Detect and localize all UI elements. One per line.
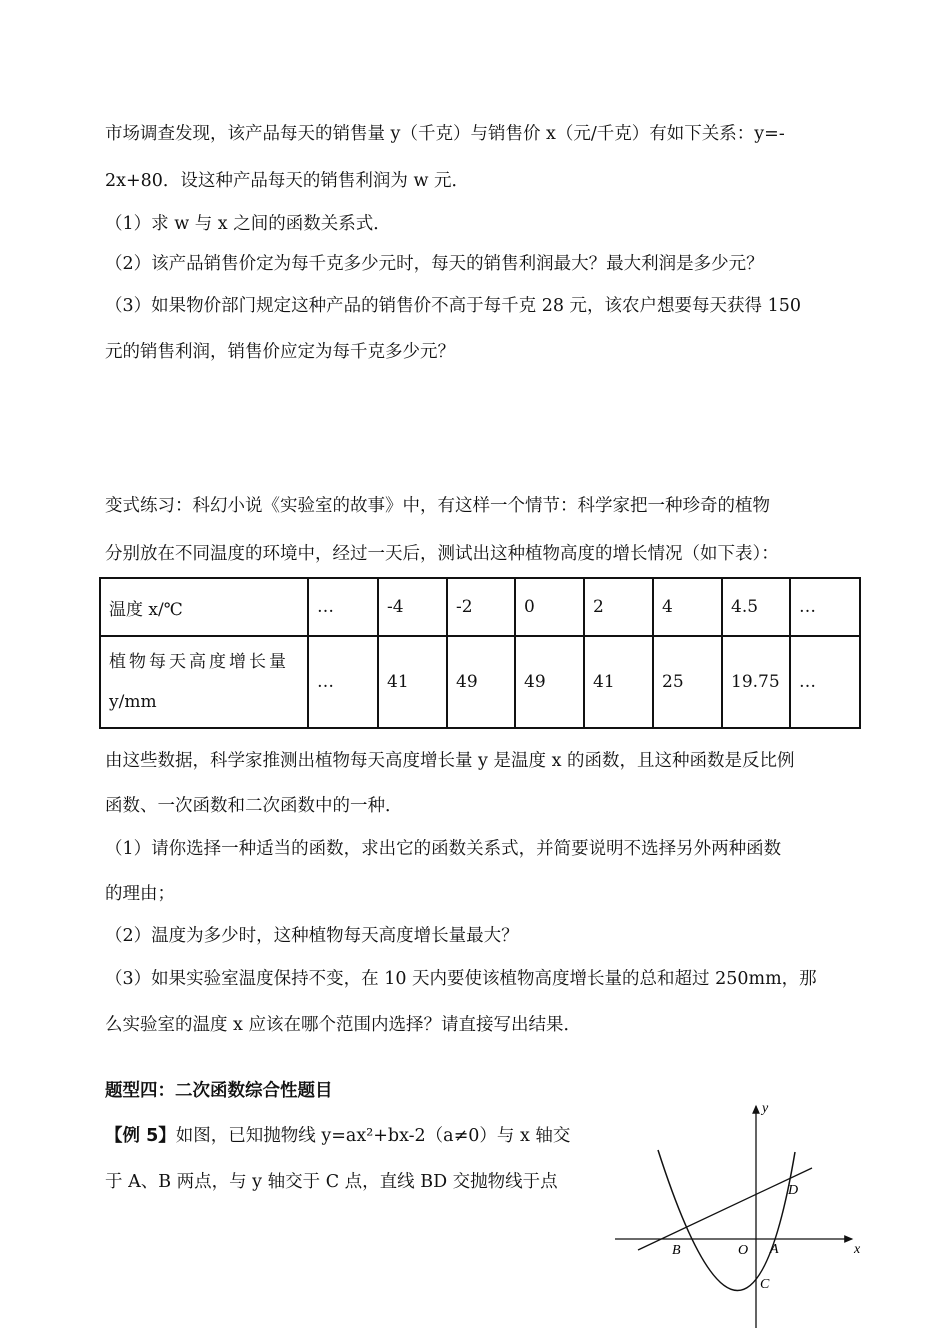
example-line-1 xyxy=(105,1122,570,1147)
table-header-growth-label: 植物每天高度增长量 xyxy=(109,652,289,672)
example-line-2: 于 A、B 两点，与 y 轴交于 C 点，直线 BD 交抛物线于点 xyxy=(105,1172,558,1192)
table-row xyxy=(100,578,860,636)
table-cell: … xyxy=(790,636,860,728)
table-header-growth-unit: y/mm xyxy=(109,692,157,712)
table-header-temperature: 温度 x/℃ xyxy=(100,578,308,636)
variant-intro-2: 分别放在不同温度的环境中，经过一天后，测试出这种植物高度的增长情况（如下表）： xyxy=(105,544,779,564)
table-cell: -2 xyxy=(447,578,515,636)
problem-question-3: （3）如果物价部门规定这种产品的销售价不高于每千克 28 元，该农户想要每天获得 150 xyxy=(105,296,801,316)
table-cell: 0 xyxy=(515,578,584,636)
variant-after-2: 函数、一次函数和二次函数中的一种． xyxy=(105,796,403,816)
table-cell: 19.75 xyxy=(722,636,790,728)
table-cell: 49 xyxy=(515,636,584,728)
table-header-growth xyxy=(100,636,308,728)
variant-question-1-cont: 的理由； xyxy=(105,884,175,904)
variant-question-1: （1）请你选择一种适当的函数，求出它的函数关系式，并简要说明不选择另外两种函数 xyxy=(105,839,782,859)
example-label: 【例 5】 xyxy=(105,1126,176,1146)
variant-question-3: （3）如果实验室温度保持不变，在 10 天内要使该植物高度增长量的总和超过 250mm，那 xyxy=(105,969,817,989)
table-cell: … xyxy=(308,636,378,728)
data-table xyxy=(99,577,861,729)
label-d: D xyxy=(788,1183,799,1198)
table-cell: 4 xyxy=(653,578,722,636)
label-o: O xyxy=(738,1243,749,1258)
parabola-figure xyxy=(610,1100,870,1330)
problem-question-1: （1）求 w 与 x 之间的函数关系式． xyxy=(105,214,391,234)
line-bd xyxy=(638,1168,812,1250)
label-x: x xyxy=(854,1242,861,1257)
example-text-1: 如图，已知抛物线 y=ax²+bx-2（a≠0）与 x 轴交 xyxy=(175,1126,571,1146)
table-cell: -4 xyxy=(378,578,447,636)
table-cell: 49 xyxy=(447,636,515,728)
table-cell: 41 xyxy=(378,636,447,728)
problem-line-2: 2x+80．设这种产品每天的销售利润为 w 元． xyxy=(105,171,470,191)
section-title: 题型四：二次函数综合性题目 xyxy=(105,1081,333,1101)
parabola-curve xyxy=(658,1150,795,1291)
label-y: y xyxy=(762,1101,769,1116)
variant-question-3-cont: 么实验室的温度 x 应该在哪个范围内选择？请直接写出结果． xyxy=(105,1015,581,1035)
problem-line-1: 市场调查发现，该产品每天的销售量 y（千克）与销售价 x（元/千克）有如下关系：y=- xyxy=(105,124,785,144)
table-cell: 41 xyxy=(584,636,653,728)
table-row xyxy=(100,636,860,728)
label-b: B xyxy=(672,1243,681,1258)
variant-question-2: （2）温度为多少时，这种植物每天高度增长量最大？ xyxy=(105,926,519,946)
table-cell: 2 xyxy=(584,578,653,636)
label-a: A xyxy=(770,1242,779,1257)
problem-question-2: （2）该产品销售价定为每千克多少元时，每天的销售利润最大？最大利润是多少元？ xyxy=(105,254,764,274)
table-cell: … xyxy=(308,578,378,636)
problem-question-3-cont: 元的销售利润，销售价应定为每千克多少元？ xyxy=(105,342,455,362)
table-cell: 25 xyxy=(653,636,722,728)
table-cell: 4.5 xyxy=(722,578,790,636)
variant-after-1: 由这些数据，科学家推测出植物每天高度增长量 y 是温度 x 的函数，且这种函数是反比例 xyxy=(105,751,795,771)
label-c: C xyxy=(760,1277,770,1292)
variant-intro-1: 变式练习：科幻小说《实验室的故事》中，有这样一个情节：科学家把一种珍奇的植物 xyxy=(105,496,770,516)
table-cell: … xyxy=(790,578,860,636)
